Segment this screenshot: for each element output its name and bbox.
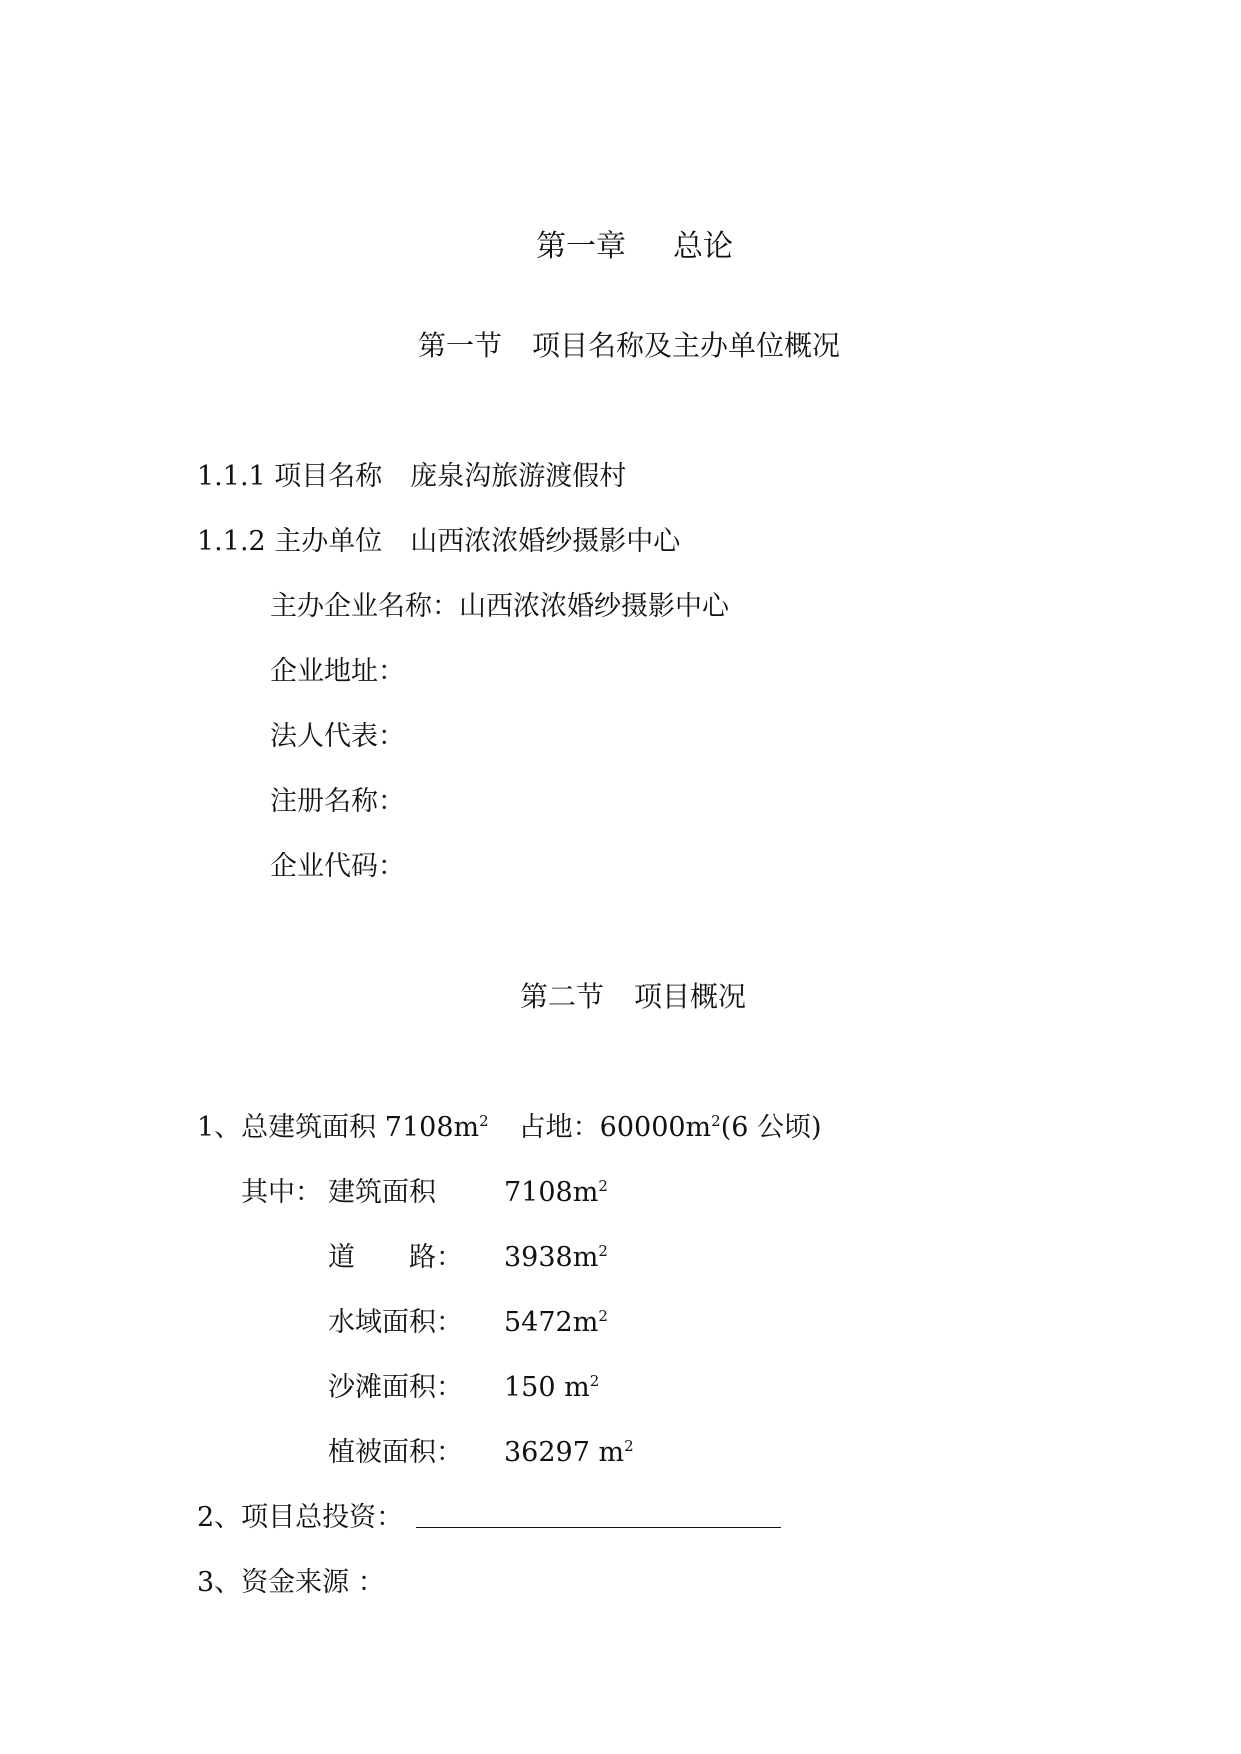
land-area-note: (6 公顷)	[720, 1112, 822, 1143]
breakdown-intro: 其中：	[241, 1177, 322, 1208]
chapter-label: 第一章	[536, 229, 626, 264]
organizer-label: 主办单位	[274, 526, 383, 557]
land-area-value: 60000m	[599, 1112, 712, 1143]
organizer-number: 1.1.2	[197, 526, 266, 557]
breakdown-row-building-value	[504, 1176, 608, 1210]
breakdown-row-road-value	[504, 1241, 608, 1275]
section-2-label: 第二节	[520, 980, 605, 1013]
total-investment-label: 2、项目总投资：	[197, 1502, 404, 1533]
section-1-heading	[418, 328, 840, 364]
land-area-unit-exp: 2	[711, 1112, 721, 1130]
company-address-label: 企业地址：	[270, 656, 405, 687]
section-2-heading	[520, 979, 746, 1015]
breakdown-row-building-label: 建筑面积	[328, 1177, 436, 1208]
organizer-value: 山西浓浓婚纱摄影中心	[410, 526, 681, 557]
water-area-value: 5472m	[504, 1307, 599, 1338]
section-1-label: 第一节	[418, 329, 503, 362]
company-name-line	[270, 590, 729, 624]
water-area-unit-exp: 2	[598, 1307, 608, 1325]
total-investment-blank-line	[416, 1527, 781, 1528]
breakdown-row-beach-label: 沙滩面积：	[328, 1372, 463, 1403]
project-name-line	[197, 460, 626, 494]
building-area-value: 7108m	[504, 1177, 599, 1208]
company-name-label: 主办企业名称：	[270, 591, 459, 622]
registered-name-label: 注册名称：	[270, 786, 405, 817]
breakdown-row-water-value	[504, 1306, 608, 1340]
legal-rep-label: 法人代表：	[270, 721, 405, 752]
road-label-a: 道	[328, 1242, 355, 1273]
funding-source-label: 3、资金来源 ：	[197, 1567, 385, 1598]
chapter-heading	[536, 229, 733, 265]
vegetation-area-unit-exp: 2	[624, 1437, 634, 1455]
land-label: 占地：	[518, 1112, 600, 1143]
section-2-title: 项目概况	[634, 980, 747, 1013]
breakdown-row-vegetation-label: 植被面积：	[328, 1437, 463, 1468]
breakdown-row-beach-value	[504, 1371, 599, 1405]
road-label-b: 路：	[409, 1242, 463, 1273]
company-name-value: 山西浓浓婚纱摄影中心	[459, 591, 729, 622]
section-1-title: 项目名称及主办单位概况	[532, 329, 841, 362]
road-area-unit-exp: 2	[598, 1242, 608, 1260]
chapter-title: 总论	[673, 229, 733, 264]
project-name-value: 庞泉沟旅游渡假村	[410, 461, 627, 492]
building-area-unit-exp: 2	[598, 1177, 608, 1195]
project-name-number: 1.1.1	[197, 461, 266, 492]
total-area-unit-exp: 2	[479, 1112, 489, 1130]
company-code-label: 企业代码：	[270, 851, 405, 882]
road-area-value: 3938m	[504, 1242, 599, 1273]
total-area-value: 7108m	[384, 1112, 480, 1143]
breakdown-row-vegetation-value	[504, 1436, 634, 1470]
total-area-line	[197, 1111, 822, 1145]
beach-area-unit-exp: 2	[589, 1372, 600, 1390]
total-area-prefix: 1、总建筑面积	[197, 1112, 377, 1143]
organizer-line	[197, 525, 680, 559]
project-name-label: 项目名称	[274, 461, 383, 492]
beach-area-value: 150 m	[504, 1372, 590, 1403]
breakdown-row-road-label	[328, 1241, 463, 1275]
vegetation-area-value: 36297 m	[504, 1437, 625, 1468]
breakdown-row-water-label: 水域面积：	[328, 1307, 463, 1338]
